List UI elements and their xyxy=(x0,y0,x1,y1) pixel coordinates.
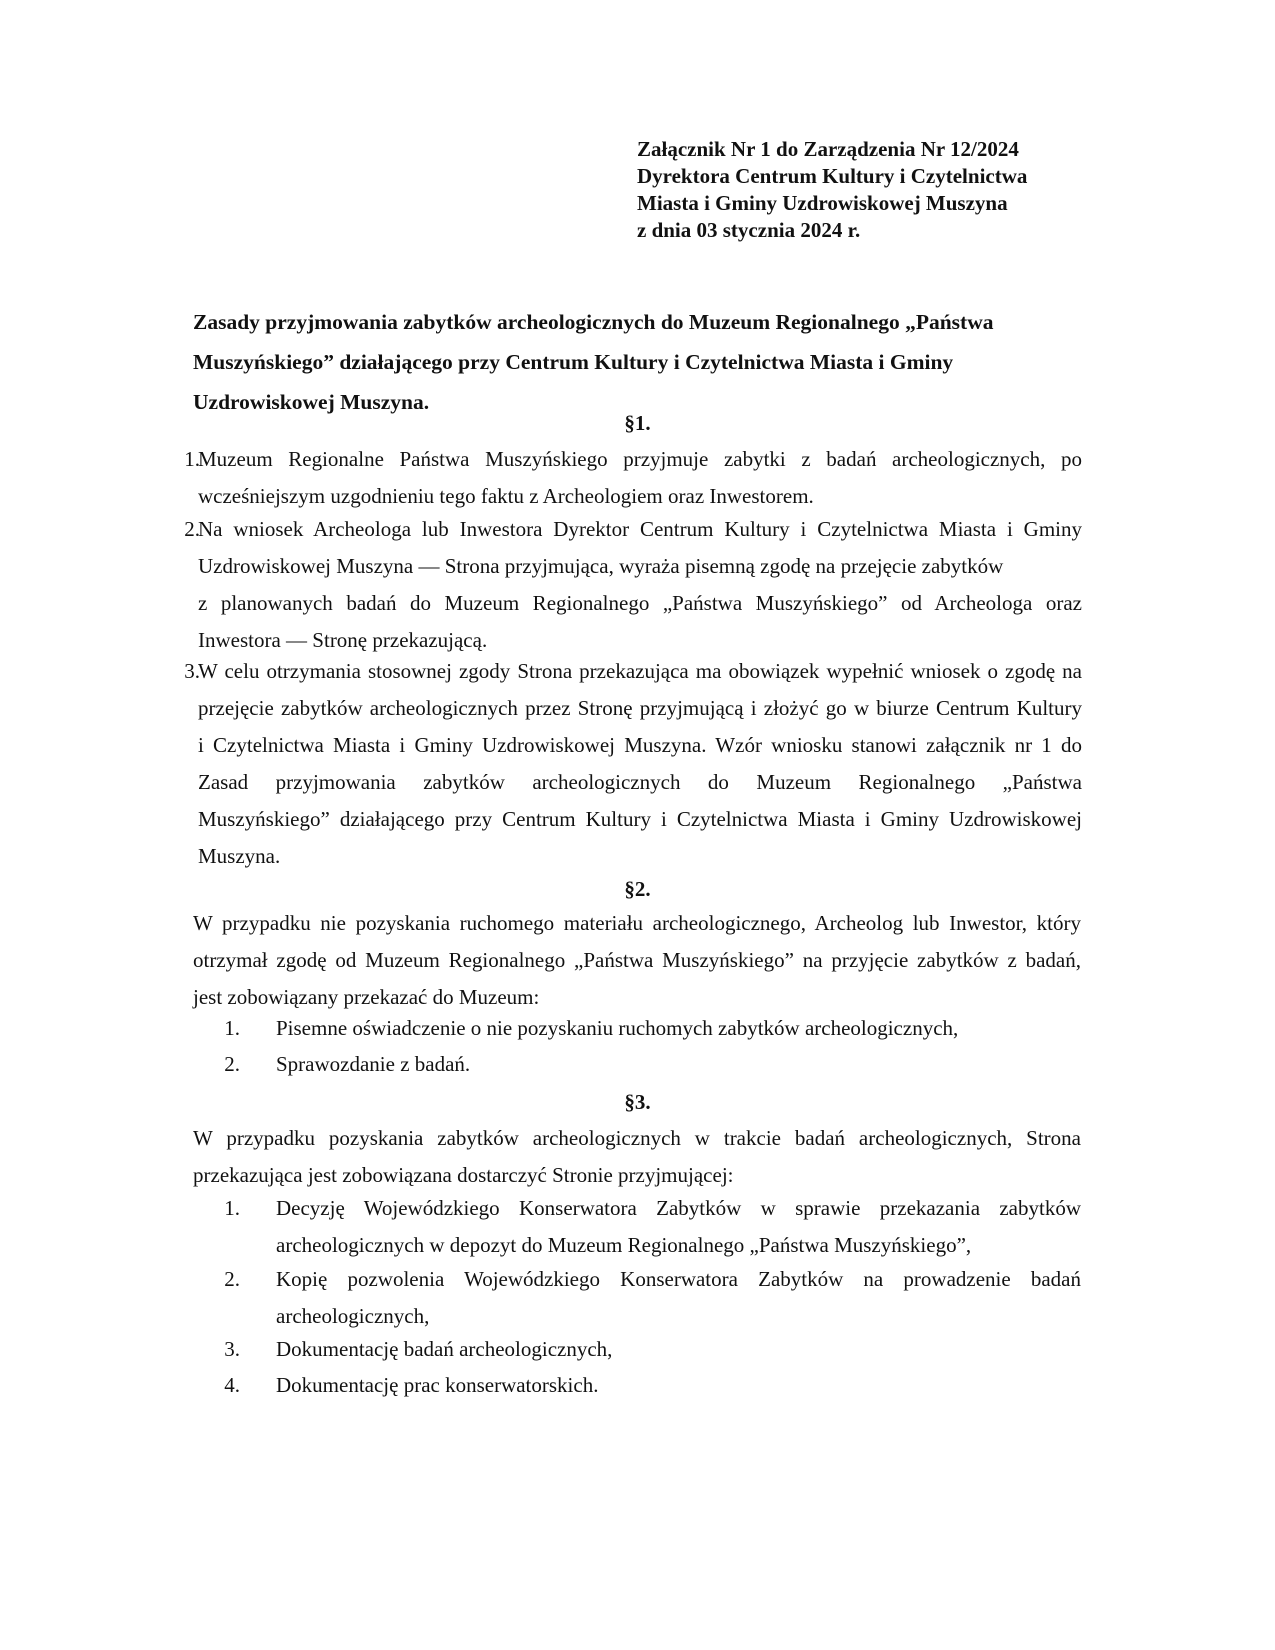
list-item-line: archeologicznych, xyxy=(276,1304,430,1328)
list-item-number: 1. xyxy=(184,447,200,471)
list-item-line: i Czytelnictwa Miasta i Gminy Uzdrowiskowej Muszyna. Wzór wniosku stanowi załącznik nr 1 do xyxy=(198,733,1082,757)
section-2-intro xyxy=(193,905,1081,1016)
annex-header-line: Dyrektora Centrum Kultury i Czytelnictwa xyxy=(637,164,1028,188)
list-item-number: 2. xyxy=(224,1052,240,1076)
paragraph-line: W przypadku nie pozyskania ruchomego materiału archeologicznego, Archeolog lub Inwestor, który xyxy=(193,911,1081,935)
annex-header xyxy=(637,136,1097,244)
list-item-line: Kopię pozwolenia Wojewódzkiego Konserwatora Zabytków na prowadzenie badań xyxy=(276,1267,1081,1291)
list-item-number: 1. xyxy=(224,1196,240,1220)
list-item-line: Dokumentację prac konserwatorskich. xyxy=(276,1373,599,1397)
paragraph-line: jest zobowiązany przekazać do Muzeum: xyxy=(193,985,540,1009)
list-item-line: Muszyna. xyxy=(198,844,281,868)
annex-header-line: Załącznik Nr 1 do Zarządzenia Nr 12/2024 xyxy=(637,137,1019,161)
section-heading-3: §3. xyxy=(624,1090,651,1114)
list-item-line: W celu otrzymania stosownej zgody Strona przekazująca ma obowiązek wypełnić wniosek o zgodę na xyxy=(198,659,1082,683)
list-item-line: Na wniosek Archeologa lub Inwestora Dyrektor Centrum Kultury i Czytelnictwa Miasta i Gminy xyxy=(198,517,1082,541)
list-item-number: 2. xyxy=(184,517,200,541)
list-item-line: wcześniejszym uzgodnieniu tego faktu z Archeologiem oraz Inwestorem. xyxy=(198,484,814,508)
list-item-number: 1. xyxy=(224,1016,240,1040)
list-item-line: Dokumentację badań archeologicznych, xyxy=(276,1337,613,1361)
list-item-number: 4. xyxy=(224,1373,240,1397)
list-item-number: 2. xyxy=(224,1267,240,1291)
title-line: Zasady przyjmowania zabytków archeologicznych do Muzeum Regionalnego „Państwa xyxy=(193,310,994,334)
section-heading-1: §1. xyxy=(624,411,651,435)
list-item-line: Pisemne oświadczenie o nie pozyskaniu ruchomych zabytków archeologicznych, xyxy=(276,1016,959,1040)
title-line: Muszyńskiego” działającego przy Centrum Kultury i Czytelnictwa Miasta i Gminy xyxy=(193,350,954,374)
list-item-number: 3. xyxy=(224,1337,240,1361)
list-item-number: 3. xyxy=(184,659,200,683)
list-item-line: Zasad przyjmowania zabytków archeologicznych do Muzeum Regionalnego „Państwa xyxy=(198,770,1082,794)
annex-header-line: Miasta i Gminy Uzdrowiskowej Muszyna xyxy=(637,191,1008,215)
annex-header-date: z dnia 03 stycznia 2024 r. xyxy=(637,218,861,242)
list-item-line: z planowanych badań do Muzeum Regionalnego „Państwa Muszyńskiego” od Archeologa oraz xyxy=(198,591,1082,615)
document-title xyxy=(193,302,1083,422)
paragraph-line: przekazująca jest zobowiązana dostarczyć Stronie przyjmującej: xyxy=(193,1163,734,1187)
title-line: Uzdrowiskowej Muszyna. xyxy=(193,390,430,414)
paragraph-line: W przypadku pozyskania zabytków archeologicznych w trakcie badań archeologicznych, Strona xyxy=(193,1126,1081,1150)
list-item-line: archeologicznych w depozyt do Muzeum Regionalnego „Państwa Muszyńskiego”, xyxy=(276,1233,972,1257)
list-item-line: Sprawozdanie z badań. xyxy=(276,1052,471,1076)
section-3-intro xyxy=(193,1120,1081,1194)
list-item-line: przejęcie zabytków archeologicznych przez Stronę przyjmującą i złożyć go w biurze Centrum Kultury xyxy=(198,696,1082,720)
list-item-line: Muzeum Regionalne Państwa Muszyńskiego przyjmuje zabytki z badań archeologicznych, po xyxy=(198,447,1082,471)
list-item-line: Uzdrowiskowej Muszyna — Strona przyjmująca, wyraża pisemną zgodę na przejęcie zabytków xyxy=(198,554,1004,578)
paragraph-line: otrzymał zgodę od Muzeum Regionalnego „Państwa Muszyńskiego” na przyjęcie zabytków z badań, xyxy=(193,948,1081,972)
list-item-line: Decyzję Wojewódzkiego Konserwatora Zabytków w sprawie przekazania zabytków xyxy=(276,1196,1081,1220)
list-item-line: Inwestora — Stronę przekazującą. xyxy=(198,628,488,652)
list-item-line: Muszyńskiego” działającego przy Centrum Kultury i Czytelnictwa Miasta i Gminy Uzdrowiskowej xyxy=(198,807,1082,831)
section-heading-2: §2. xyxy=(624,877,651,901)
